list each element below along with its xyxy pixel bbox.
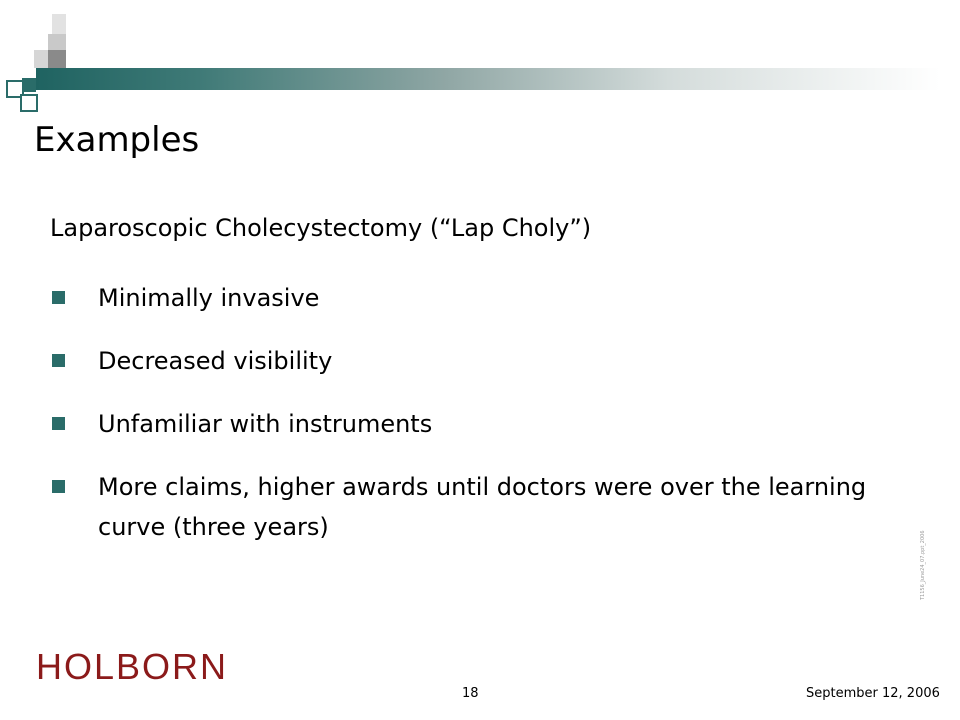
decor-square xyxy=(22,78,36,92)
bullet-item xyxy=(50,278,910,318)
slide-title: Examples xyxy=(34,120,200,160)
document-code: T1156_June24_07.ppt_2006 xyxy=(920,530,926,600)
bullet-item xyxy=(50,404,910,444)
header-gradient-bar xyxy=(36,68,940,90)
bullet-text: Decreased visibility xyxy=(98,347,333,375)
decor-square xyxy=(48,50,66,68)
page-number: 18 xyxy=(462,686,479,701)
square-bullet-icon xyxy=(52,291,65,304)
square-bullet-icon xyxy=(52,480,65,493)
slide-date: September 12, 2006 xyxy=(806,686,940,701)
square-bullet-icon xyxy=(52,417,65,430)
square-bullet-icon xyxy=(52,354,65,367)
slide-subtitle: Laparoscopic Cholecystectomy (“Lap Choly”) xyxy=(50,214,592,242)
holborn-logo: HOLBORN xyxy=(36,646,229,687)
bullet-item xyxy=(50,341,910,381)
decor-square xyxy=(52,14,66,34)
bullet-text: Minimally invasive xyxy=(98,284,320,312)
decor-square-outline xyxy=(20,94,38,112)
bullet-text: More claims, higher awards until doctors were over the learning curve (three years) xyxy=(98,473,867,541)
bullet-text: Unfamiliar with instruments xyxy=(98,410,433,438)
bullet-item xyxy=(50,467,910,547)
bullet-list xyxy=(50,278,910,570)
